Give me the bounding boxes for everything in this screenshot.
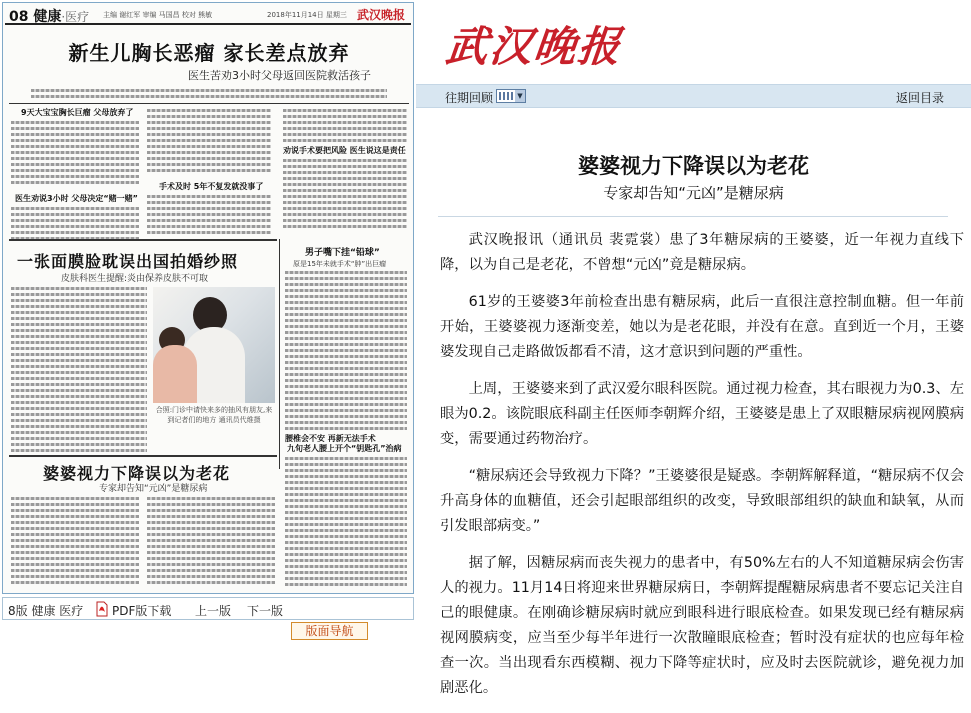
headline-main-deck: 医生苦劝3小时父母返回医院救活孩子	[188, 69, 371, 82]
article	[416, 108, 971, 696]
headline-third[interactable]: 婆婆视力下降误以为老花	[43, 464, 231, 483]
news-photo	[153, 287, 275, 403]
chevron-down-icon: ▼	[515, 90, 525, 102]
site-logo: 武汉晚报	[443, 22, 625, 71]
page-pager	[2, 597, 414, 620]
article-subtitle: 专家却告知“元凶”是糖尿病	[603, 184, 784, 202]
sub-head: 劝说手术要把风险 医生说这是责任	[283, 146, 406, 155]
side-headline: 男子嘴下挂“铅球”	[305, 248, 380, 258]
column-text	[11, 287, 147, 455]
page-navigation-button[interactable]: 版面导航	[291, 622, 368, 640]
sub-head: 9天大宝宝胸长巨瘤 父母放弃了	[21, 108, 134, 117]
sub-head: 腰椎会不安 再新无法手术	[285, 434, 376, 443]
divider	[9, 103, 409, 104]
toolbar	[416, 84, 971, 108]
article-paragraph: 上周，王婆婆来到了武汉爱尔眼科医院。通过视力检查，其右眼视力为0.3、左眼为0.2。该院眼底科副主任医师李朝辉介绍，王婆婆是患上了双眼糖尿病视网膜病变，需要通过药物治疗。	[440, 381, 964, 447]
column-text	[147, 497, 275, 587]
column-text	[283, 109, 407, 145]
column-text	[11, 121, 139, 187]
page-section-label: 08 健康·医疗	[9, 9, 90, 25]
photo-caption: 合照:门诊中请快来多的抽风有朋友,来到记者们的地方 通讯员代维摄	[155, 406, 273, 424]
pdf-download-link[interactable]: PDF版下载	[112, 604, 172, 618]
column-text	[147, 195, 271, 237]
prev-page-link[interactable]: 上一版	[195, 604, 232, 618]
column-text	[11, 207, 139, 243]
column-text	[283, 159, 407, 231]
pdf-icon[interactable]	[95, 601, 109, 617]
headline-second-deck: 皮肤科医生提醒:炎由保养皮肤不可取	[61, 274, 209, 284]
pager-section-label: 8版 健康 医疗	[8, 604, 84, 618]
calendar-icon	[499, 92, 515, 100]
column-text	[285, 457, 407, 589]
article-title: 婆婆视力下降误以为老花	[578, 154, 809, 178]
headline-main: 新生儿胸长恶瘤 家长差点放弃	[68, 41, 350, 65]
page-header-logo: 武汉晚报	[356, 8, 405, 22]
column-text	[147, 109, 271, 175]
page-date: 2018年11月14日 星期三	[267, 11, 347, 19]
article-panel	[416, 0, 971, 696]
sub-head: 医生劝说3小时 父母决定“赌一赌”	[15, 194, 138, 203]
page-editors: 主编 谢红军 审编 马国昌 校对 熊敏	[103, 11, 213, 19]
calendar-picker[interactable]	[496, 89, 526, 103]
headline-third-deck: 专家却告知“元凶”是糖尿病	[99, 484, 208, 494]
article-paragraph: 武汉晚报讯（通讯员 裴霓裳）患了3年糖尿病的王婆婆，近一年视力直线下降，以为自己是老花，不曾想“元凶”竟是糖尿病。	[440, 232, 964, 273]
side-deck: 原是15年未就手术“肿”出巨瘤	[293, 260, 387, 268]
next-page-link[interactable]: 下一版	[247, 604, 284, 618]
column-text	[285, 271, 407, 433]
divider	[9, 455, 277, 457]
divider	[279, 239, 280, 469]
page-header	[5, 5, 411, 25]
article-body	[440, 228, 964, 713]
headline-second: 一张面膜脸耽误出国拍婚纱照	[17, 252, 239, 271]
divider	[9, 239, 277, 241]
column-text	[11, 497, 139, 587]
back-to-index-link[interactable]: 返回目录	[896, 91, 945, 105]
article-paragraph: “糖尿病还会导致视力下降？”王婆婆很是疑惑。李朝辉解释道，“糖尿病不仅会升高身体的血糖值，还会引起眼部组织的改变，导致眼部组织的缺血和缺氧，从而引发眼部病变。”	[440, 468, 964, 534]
article-paragraph: 据了解，因糖尿病而丧失视力的患者中，有50%左右的人不知道糖尿病会伤害人的视力。11月14日将迎来世界糖尿病日，李朝辉提醒糖尿病患者不要忘记关注自己的眼健康。在刚确诊糖尿病时就应到眼科进行眼底检查。如果发现已经有糖尿病视网膜病变，应当至少每半年进行一次散瞳眼底检查；暂时没有症状的也应每年检查一次。当出现看东西模糊、视力下降等症状时，应及时去医院就诊，避免视力加剧恶化。	[440, 555, 964, 696]
newspaper-panel	[0, 0, 416, 683]
intro-text-block	[31, 89, 387, 101]
sub-head: 手术及时 5年不复发就没事了	[159, 182, 264, 191]
past-issues-label[interactable]: 往期回顾	[445, 91, 494, 105]
masthead	[416, 0, 971, 84]
newspaper-page-thumbnail[interactable]	[2, 2, 414, 594]
sub-head: 九旬老人腰上开个“钥匙孔”治病	[287, 444, 402, 453]
article-paragraph: 61岁的王婆婆3年前检查出患有糖尿病，此后一直很注意控制血糖。但一年前开始，王婆婆视力逐渐变差，她以为是老花眼，并没有在意。直到近一个月，王婆婆发现自己走路做饭都看不清，这才意识到问题的严重性。	[440, 294, 964, 360]
article-divider	[438, 216, 948, 217]
